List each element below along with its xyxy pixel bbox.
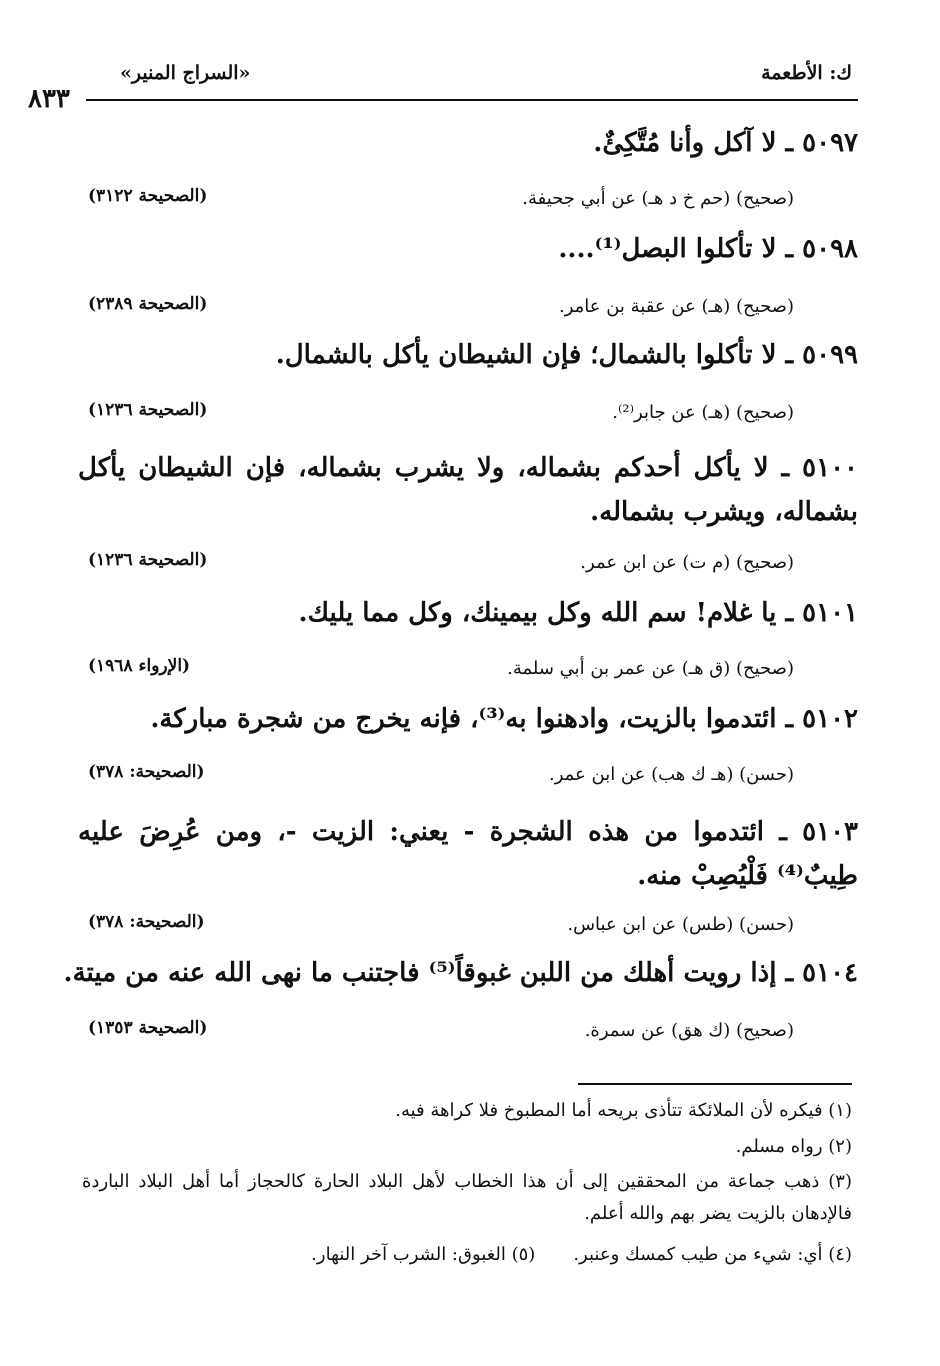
hadith-source: (صحيح) (ق هـ) عن عمر بن أبي سلمة. — [507, 658, 794, 679]
footnote-4: (٤) أي: شيء من طيب كمسك وعنبر. — [573, 1244, 852, 1265]
hadith-reference: (الصحيحة ٣١٢٢) — [88, 186, 208, 206]
chapter-title: ك: الأطعمة — [761, 62, 852, 84]
book-title: «السراج المنير» — [120, 62, 251, 84]
hadith-reference: (الصحيحة ١٢٣٦) — [88, 400, 208, 420]
hadith-text: ٥٠٩٩ ـ لا تأكلوا بالشمال؛ فإن الشيطان يأكل بالشمال. — [275, 340, 858, 370]
hadith-reference: (الصحيحة ٢٣٨٩) — [88, 294, 208, 314]
hadith-source: (حسن) (هـ ك هب) عن ابن عمر. — [548, 764, 794, 785]
footnote-1: (١) فيكره لأن الملائكة تتأذى بريحه أما المطبوخ فلا كراهة فيه. — [395, 1100, 852, 1121]
hadith-source: (صحيح) (حم خ د هـ) عن أبي جحيفة. — [522, 188, 794, 209]
hadith-text: ٥٠٩٧ ـ لا آكل وأنا مُتَّكِئٌ. — [593, 128, 858, 158]
hadith-source: (صحيح) (م ت) عن ابن عمر. — [580, 552, 794, 573]
hadith-reference: (الصحيحة: ٣٧٨) — [88, 762, 205, 782]
footnote-5: (٥) الغبوق: الشرب آخر النهار. — [311, 1244, 536, 1265]
header-rule — [86, 99, 858, 101]
hadith-text: ٥١٠١ ـ يا غلام! سم الله وكل بيمينك، وكل مما يليك. — [298, 598, 858, 628]
footnote-rule — [578, 1083, 852, 1085]
hadith-reference: (الصحيحة: ٣٧٨) — [88, 912, 205, 932]
hadith-source: (صحيح) (هـ) عن جابر⁽²⁾. — [612, 402, 794, 423]
hadith-source: (حسن) (طس) عن ابن عباس. — [567, 914, 794, 935]
footnote-4-5-line — [311, 1244, 852, 1265]
page-number: ٨٣٣ — [28, 84, 70, 114]
hadith-source: (صحيح) (ك هق) عن سمرة. — [584, 1020, 794, 1041]
hadith-reference: (الإرواء ١٩٦٨) — [88, 656, 191, 676]
hadith-text: ٥١٠٢ ـ ائتدموا بالزيت، وادهنوا به⁽³⁾، فإنه يخرج من شجرة مباركة. — [150, 704, 858, 734]
hadith-text: ٥١٠٠ ـ لا يأكل أحدكم بشماله، ولا يشرب بشماله، فإن الشيطان يأكل بشماله، ويشرب بشماله. — [78, 453, 858, 527]
hadith-source: (صحيح) (هـ) عن عقبة بن عامر. — [558, 296, 794, 317]
footnote-2: (٢) رواه مسلم. — [735, 1136, 852, 1157]
footnote-3: (٣) ذهب جماعة من المحققين إلى أن هذا الخطاب لأهل البلاد الحارة كالحجاز أما أهل البلاد الباردة فالإدهان بالزيت يضر بهم والله أعلم. — [82, 1171, 852, 1224]
hadith-reference: (الصحيحة ١٢٣٦) — [88, 550, 208, 570]
hadith-text: ٥٠٩٨ ـ لا تأكلوا البصل⁽¹⁾.... — [558, 234, 858, 264]
hadith-text: ٥١٠٤ ـ إذا رويت أهلك من اللبن غبوقاً⁽⁵⁾ فاجتنب ما نهى الله عنه من ميتة. — [63, 958, 858, 988]
hadith-reference: (الصحيحة ١٣٥٣) — [88, 1018, 208, 1038]
hadith-text: ٥١٠٣ ـ ائتدموا من هذه الشجرة - يعني: الزيت -، ومن عُرِضَ عليه طِيبٌ⁽⁴⁾ فَلْيُصِبْ منه. — [78, 817, 858, 891]
